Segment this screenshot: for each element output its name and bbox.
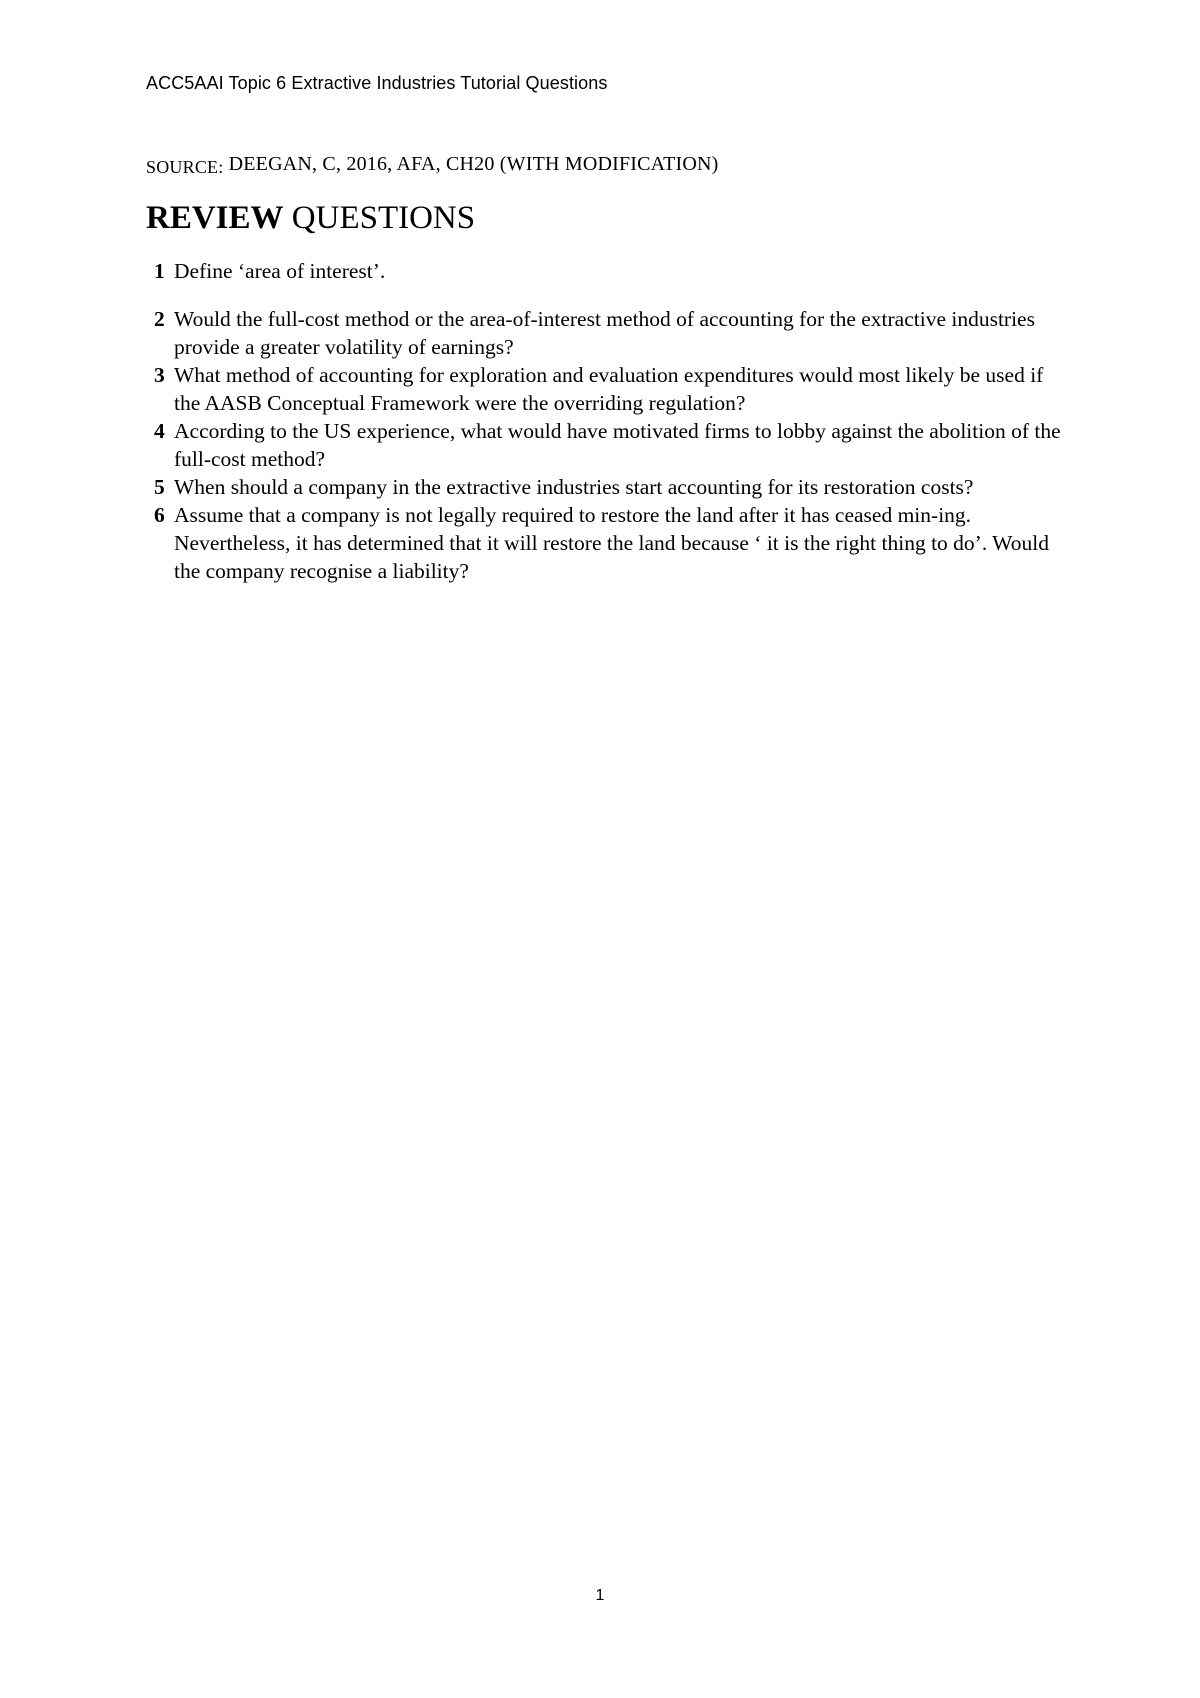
- section-heading-bold: REVIEW: [146, 200, 284, 236]
- question-item: [154, 417, 1074, 473]
- question-text: Define ‘area of interest’.: [174, 259, 386, 283]
- question-number: 3: [154, 363, 165, 387]
- question-list: [154, 257, 1074, 585]
- question-item: [154, 473, 1074, 501]
- question-item: [154, 257, 1074, 285]
- question-number: 5: [154, 475, 165, 499]
- question-item: [154, 501, 1074, 585]
- question-number: 4: [154, 419, 165, 443]
- question-number: 2: [154, 307, 165, 331]
- document-header: ACC5AAI Topic 6 Extractive Industries Tutorial Questions: [146, 73, 608, 93]
- section-heading-rest: QUESTIONS: [291, 200, 476, 236]
- question-number: 1: [154, 259, 165, 283]
- page-number: 1: [595, 1587, 605, 1604]
- source-citation: [146, 153, 719, 176]
- question-text: What method of accounting for exploration and evaluation expenditures would most likely be used if the AASB Conceptual Framework were the overriding regulation?: [174, 363, 1044, 415]
- question-number: 6: [154, 503, 165, 527]
- question-text: Assume that a company is not legally required to restore the land after it has ceased min-ing. Nevertheless, it has determined that it will restore the land because ‘ it is the right thing to do’. Would the company recognise a liability?: [174, 503, 1049, 583]
- source-label: SOURCE:: [146, 157, 224, 177]
- question-item: [154, 305, 1074, 361]
- section-heading: [146, 200, 475, 237]
- source-text: DEEGAN, C, 2016, AFA, CH20 (WITH MODIFICATION): [228, 153, 719, 175]
- question-text: According to the US experience, what would have motivated firms to lobby against the abolition of the full-cost method?: [174, 419, 1061, 471]
- question-text: When should a company in the extractive industries start accounting for its restoration costs?: [174, 475, 974, 499]
- question-text: Would the full-cost method or the area-of-interest method of accounting for the extractive industries provide a greater volatility of earnings?: [174, 307, 1035, 359]
- question-item: [154, 361, 1074, 417]
